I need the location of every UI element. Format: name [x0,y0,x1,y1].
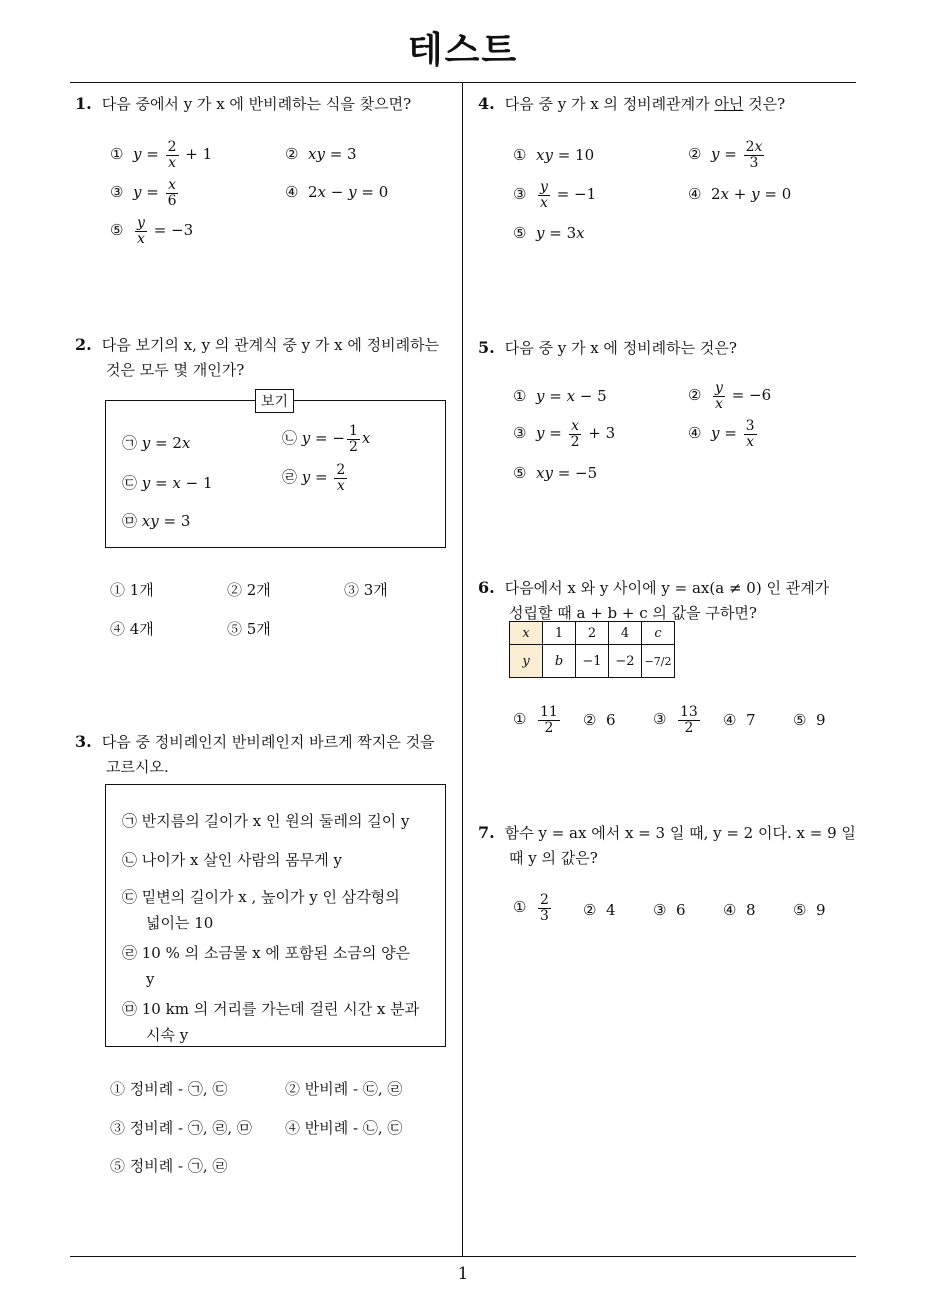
q3-option-4[interactable]: ④ 반비례 - ㉡, ㉢ [285,1119,403,1137]
q6-table [509,621,675,678]
q2-option-3[interactable]: ③ 3개 [344,581,388,599]
q3-item-4-cont: y [146,970,155,988]
table-cell: 4 [609,622,642,645]
table-cell: c [642,622,675,645]
q2-item-5: ㉤ xy = 3 [122,512,191,530]
question-number: 2. [75,335,92,354]
q6-option-3[interactable]: ③ $\frac{13}{2}$ [653,704,698,736]
q1-option-5[interactable]: ⑤ $\frac{y}{x}$ = −3 [110,215,194,247]
q4-option-3[interactable]: ③ $\frac{y}{x}$ = −1 [513,179,597,211]
q2-item-4: ㉣ y = $\frac{2}{x}$ [282,462,346,494]
bogi-label: 보기 [255,389,294,413]
q1-option-1[interactable]: ① y = $\frac{2}{x}$ + 1 [110,139,213,171]
table-cell: 2 [576,622,609,645]
q2-option-1[interactable]: ① 1개 [110,581,154,599]
page-number: 1 [457,1264,469,1284]
q7-option-5[interactable]: ⑤ 9 [793,901,826,919]
q5-option-2[interactable]: ② $\frac{y}{x}$ = −6 [688,380,772,412]
question-text: 다음 보기의 x, y 의 관계식 중 y 가 x 에 정비례하는 [101,336,440,354]
question-7 [478,820,863,871]
q6-option-2[interactable]: ② 6 [583,711,616,729]
q3-item-5-cont: 시속 y [146,1026,189,1044]
column-divider [462,83,463,1257]
q1-option-4[interactable]: ④ 2x − y = 0 [285,183,389,201]
q5-option-4[interactable]: ④ y = $\frac{3}{x}$ [688,418,755,450]
question-text: 다음 중 정비례인지 반비례인지 바르게 짝지은 것을 [101,733,435,751]
q3-option-3[interactable]: ③ 정비례 - ㉠, ㉣, ㉤ [110,1119,252,1137]
q3-item-3-cont: 넓이는 10 [146,914,214,932]
q5-option-3[interactable]: ③ y = $\frac{x}{2}$ + 3 [513,418,616,450]
question-3 [75,729,460,780]
q3-item-4: ㉣ 10 % 의 소금물 x 에 포함된 소금의 양은 [122,944,411,962]
q1-option-1-formula: y [133,145,142,164]
bottom-rule [70,1256,856,1257]
table-cell: −7/2 [642,645,675,678]
q7-option-1[interactable]: ① $\frac{2}{3}$ [513,892,549,924]
question-text: 다음 중 y 가 x 에 정비례하는 것은? [504,339,737,357]
q2-item-3: ㉢ y = x − 1 [122,474,213,492]
question-text: 다음 중에서 y 가 x 에 반비례하는 식을 찾으면? [101,95,412,113]
table-row [510,645,675,678]
q5-option-5[interactable]: ⑤ xy = −5 [513,464,598,482]
question-number: 7. [478,823,495,842]
question-number: 5. [478,338,495,357]
q4-option-4[interactable]: ④ 2x + y = 0 [688,185,792,203]
q3-option-1[interactable]: ① 정비례 - ㉠, ㉢ [110,1080,228,1098]
table-cell: b [543,645,576,678]
question-number: 3. [75,732,92,751]
q2-option-2[interactable]: ② 2개 [227,581,271,599]
q3-option-2[interactable]: ② 반비례 - ㉢, ㉣ [285,1080,403,1098]
question-number: 4. [478,94,495,113]
q6-option-4[interactable]: ④ 7 [723,711,756,729]
q3-option-5[interactable]: ⑤ 정비례 - ㉠, ㉣ [110,1157,228,1175]
question-text-cont: 성립할 때 a + b + c 의 값을 구하면? [509,604,757,622]
q4-option-2[interactable]: ② y = $\frac{2x}{3}$ [688,139,763,171]
q1-option-2[interactable]: ② xy = 3 [285,145,357,163]
q4-option-5[interactable]: ⑤ y = 3x [513,224,585,242]
question-2 [75,332,460,383]
q5-option-1[interactable]: ① y = x − 5 [513,387,607,405]
question-text-cont: 것은 모두 몇 개인가? [106,361,245,379]
q4-option-1[interactable]: ① xy = 10 [513,146,595,164]
q2-item-1: ㉠ y = 2x [122,434,191,452]
question-5 [478,335,737,361]
underlined-word: 아닌 [714,95,744,113]
question-text-cont: 때 y 의 값은? [509,849,598,867]
question-text: 다음에서 x 와 y 사이에 y = ax(a ≠ 0) 인 관계가 [504,579,830,597]
q3-item-2: ㉡ 나이가 x 살인 사람의 몸무게 y [122,851,342,869]
q7-option-3[interactable]: ③ 6 [653,901,686,919]
question-1 [75,91,411,117]
question-4: 4. 다음 중 y 가 x 의 정비례관계가 아닌 것은? [478,94,786,113]
table-cell: 1 [543,622,576,645]
table-cell: x [510,622,543,645]
q2-item-2: ㉡ y = − $\frac{1}{2}$ x [282,423,371,455]
q2-option-5[interactable]: ⑤ 5개 [227,620,271,638]
q6-option-1[interactable]: ① $\frac{11}{2}$ [513,704,558,736]
table-cell: −1 [576,645,609,678]
q2-option-4[interactable]: ④ 4개 [110,620,154,638]
q3-item-5: ㉤ 10 km 의 거리를 가는데 걸린 시간 x 분과 [122,1000,420,1018]
table-cell: y [510,645,543,678]
q7-option-4[interactable]: ④ 8 [723,901,756,919]
q7-option-2[interactable]: ② 4 [583,901,616,919]
question-text: 함수 y = ax 에서 x = 3 일 때, y = 2 이다. x = 9 일 [504,824,856,842]
question-text-cont: 고르시오. [106,758,169,776]
top-rule [70,82,856,83]
table-row [510,622,675,645]
table-cell: −2 [609,645,642,678]
question-number: 1. [75,94,92,113]
page-title: 테스트 [407,30,519,71]
question-number: 6. [478,578,495,597]
q6-option-5[interactable]: ⑤ 9 [793,711,826,729]
q3-item-3: ㉢ 밑변의 길이가 x , 높이가 y 인 삼각형의 [122,888,400,906]
q3-item-1: ㉠ 반지름의 길이가 x 인 원의 둘레의 길이 y [122,812,410,830]
q1-option-3[interactable]: ③ y = $\frac{x}{6}$ [110,177,177,209]
question-text: 다음 중 y 가 x 의 정비례관계가 [504,95,715,113]
question-6 [478,575,863,626]
